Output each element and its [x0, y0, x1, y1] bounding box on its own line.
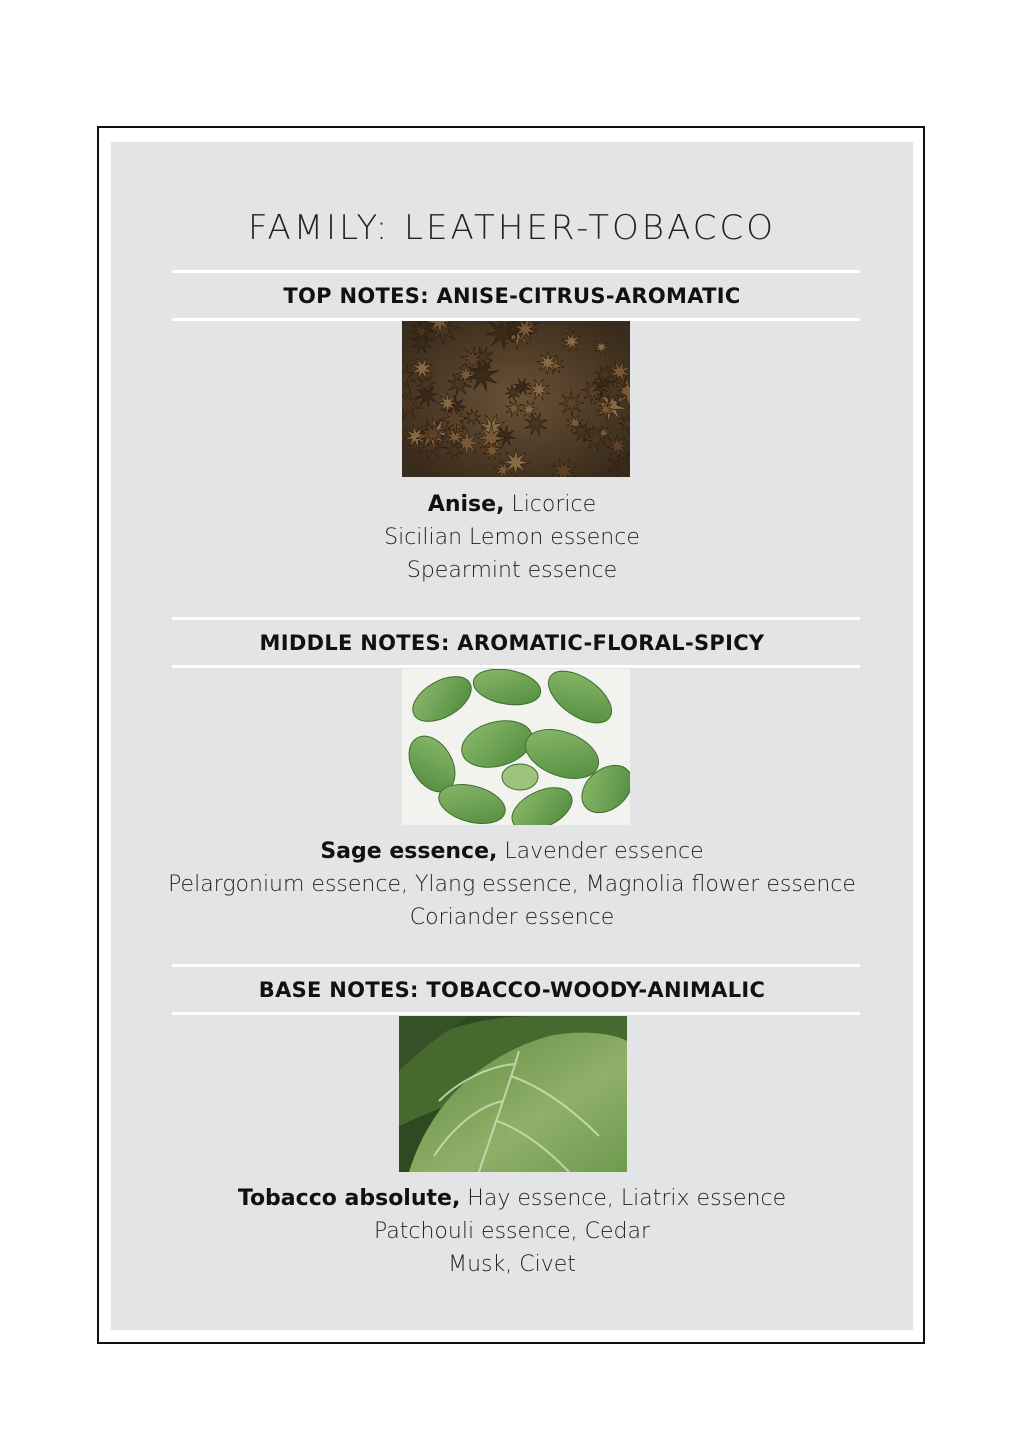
tobacco-leaf-photo	[399, 1016, 627, 1172]
notes-line-lead	[111, 835, 913, 868]
notes-line: Spearmint essence	[406, 558, 618, 583]
notes-line: Musk, Civet	[448, 1252, 576, 1277]
section-heading-top: TOP NOTES: ANISE-CITRUS-AROMATIC	[283, 284, 741, 308]
notes-line-lead	[111, 488, 913, 521]
star-anise-photo	[402, 321, 630, 477]
sage-leaves-photo	[402, 669, 630, 825]
family-title: FAMILY: LEATHER-TOBACCO	[248, 208, 776, 248]
key-note: Anise,	[427, 492, 505, 517]
divider-rule	[172, 617, 860, 620]
notes-base	[111, 1182, 913, 1281]
notes-middle	[111, 835, 913, 934]
section-heading-base: BASE NOTES: TOBACCO-WOODY-ANIMALIC	[258, 978, 766, 1002]
note-text: Lavender essence	[497, 839, 704, 864]
notes-line: Patchouli essence, Cedar	[374, 1219, 650, 1244]
key-note: Tobacco absolute,	[237, 1186, 461, 1211]
note-text: Hay essence, Liatrix essence	[460, 1186, 787, 1211]
key-note: Sage essence,	[320, 839, 498, 864]
divider-rule	[172, 964, 860, 967]
note-text: Licorice	[504, 492, 597, 517]
card-panel	[111, 142, 913, 1330]
notes-line: Pelargonium essence, Ylang essence, Magnolia flower essence	[168, 872, 856, 897]
divider-rule	[172, 1012, 860, 1015]
notes-top	[111, 488, 913, 587]
notes-line: Coriander essence	[409, 905, 615, 930]
divider-rule	[172, 665, 860, 668]
section-heading-middle: MIDDLE NOTES: AROMATIC-FLORAL-SPICY	[259, 631, 765, 655]
card-frame	[97, 126, 925, 1344]
notes-line-lead	[111, 1182, 913, 1215]
notes-line: Sicilian Lemon essence	[384, 525, 640, 550]
divider-rule	[172, 270, 860, 273]
